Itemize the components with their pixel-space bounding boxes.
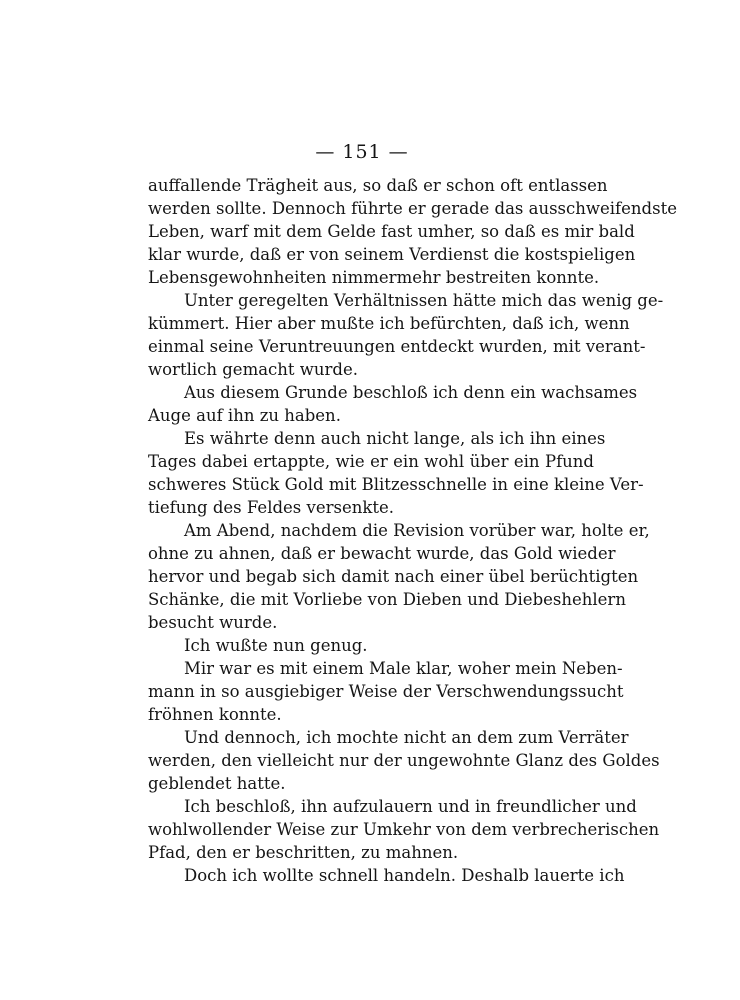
text-line: Auge auf ihn zu haben. [148,406,341,425]
text-line: Unter geregelten Verhältnissen hätte mich das wenig ge- [184,291,664,310]
body-text [148,174,677,887]
text-line: Und dennoch, ich mochte nicht an dem zum Verräter [184,728,629,747]
text-line: kümmert. Hier aber mußte ich befürchten, daß ich, wenn [148,314,630,333]
text-line: hervor und begab sich damit nach einer übel berüchtigten [148,567,639,586]
text-line: auffallende Trägheit aus, so daß er schon oft entlassen [148,176,608,195]
text-line: Ich wußte nun genug. [184,636,368,655]
text-line: Doch ich wollte schnell handeln. Deshalb lauerte ich [184,866,625,885]
text-line: Lebensgewohnheiten nimmermehr bestreiten konnte. [148,268,600,287]
text-line: wortlich gemacht wurde. [148,360,359,379]
text-line: werden, den vielleicht nur der ungewohnte Glanz des Goldes [148,751,660,770]
text-line: mann in so ausgiebiger Weise der Verschwendungssucht [148,682,624,701]
text-line: Leben, warf mit dem Gelde fast umher, so daß es mir bald [148,222,635,241]
text-line: Aus diesem Grunde beschloß ich denn ein wachsames [184,383,638,402]
paragraph [148,427,644,519]
text-line: besucht wurde. [148,613,278,632]
paragraph [148,726,660,795]
paragraph [148,657,624,726]
text-line: Ich beschloß, ihn aufzulauern und in freundlicher und [184,797,637,816]
text-line: fröhnen konnte. [148,705,282,724]
text-line: Am Abend, nachdem die Revision vorüber war, holte er, [184,521,650,540]
paragraph [148,634,594,657]
text-line: tiefung des Feldes versenkte. [148,498,394,517]
text-line: ohne zu ahnen, daß er bewacht wurde, das Gold wieder [148,544,616,563]
text-line: Es währte denn auch nicht lange, als ich ihn eines [184,429,606,448]
text-line: schweres Stück Gold mit Blitzesschnelle in eine kleine Ver- [148,475,644,494]
text-line: Tages dabei ertappte, wie er ein wohl über ein Pfund [148,452,594,471]
page-number: — 151 — [315,141,409,163]
text-line: Mir war es mit einem Male klar, woher mein Neben- [184,659,623,678]
paragraph [148,519,650,634]
text-line: einmal seine Veruntreuungen entdeckt wurden, mit verant- [148,337,646,356]
text-line: klar wurde, daß er von seinem Verdienst die kostspieligen [148,245,636,264]
text-line: wohlwollender Weise zur Umkehr von dem verbrecherischen [148,820,660,839]
text-line: Schänke, die mit Vorliebe von Dieben und Diebeshehlern [148,590,626,609]
paragraph [148,174,677,289]
paragraph [148,864,625,887]
paragraph [148,795,660,864]
paragraph [148,289,664,381]
paragraph [148,381,638,427]
text-line: geblendet hatte. [148,774,286,793]
text-line: werden sollte. Dennoch führte er gerade das ausschweifendste [148,199,677,218]
text-line: Pfad, den er beschritten, zu mahnen. [148,843,459,862]
